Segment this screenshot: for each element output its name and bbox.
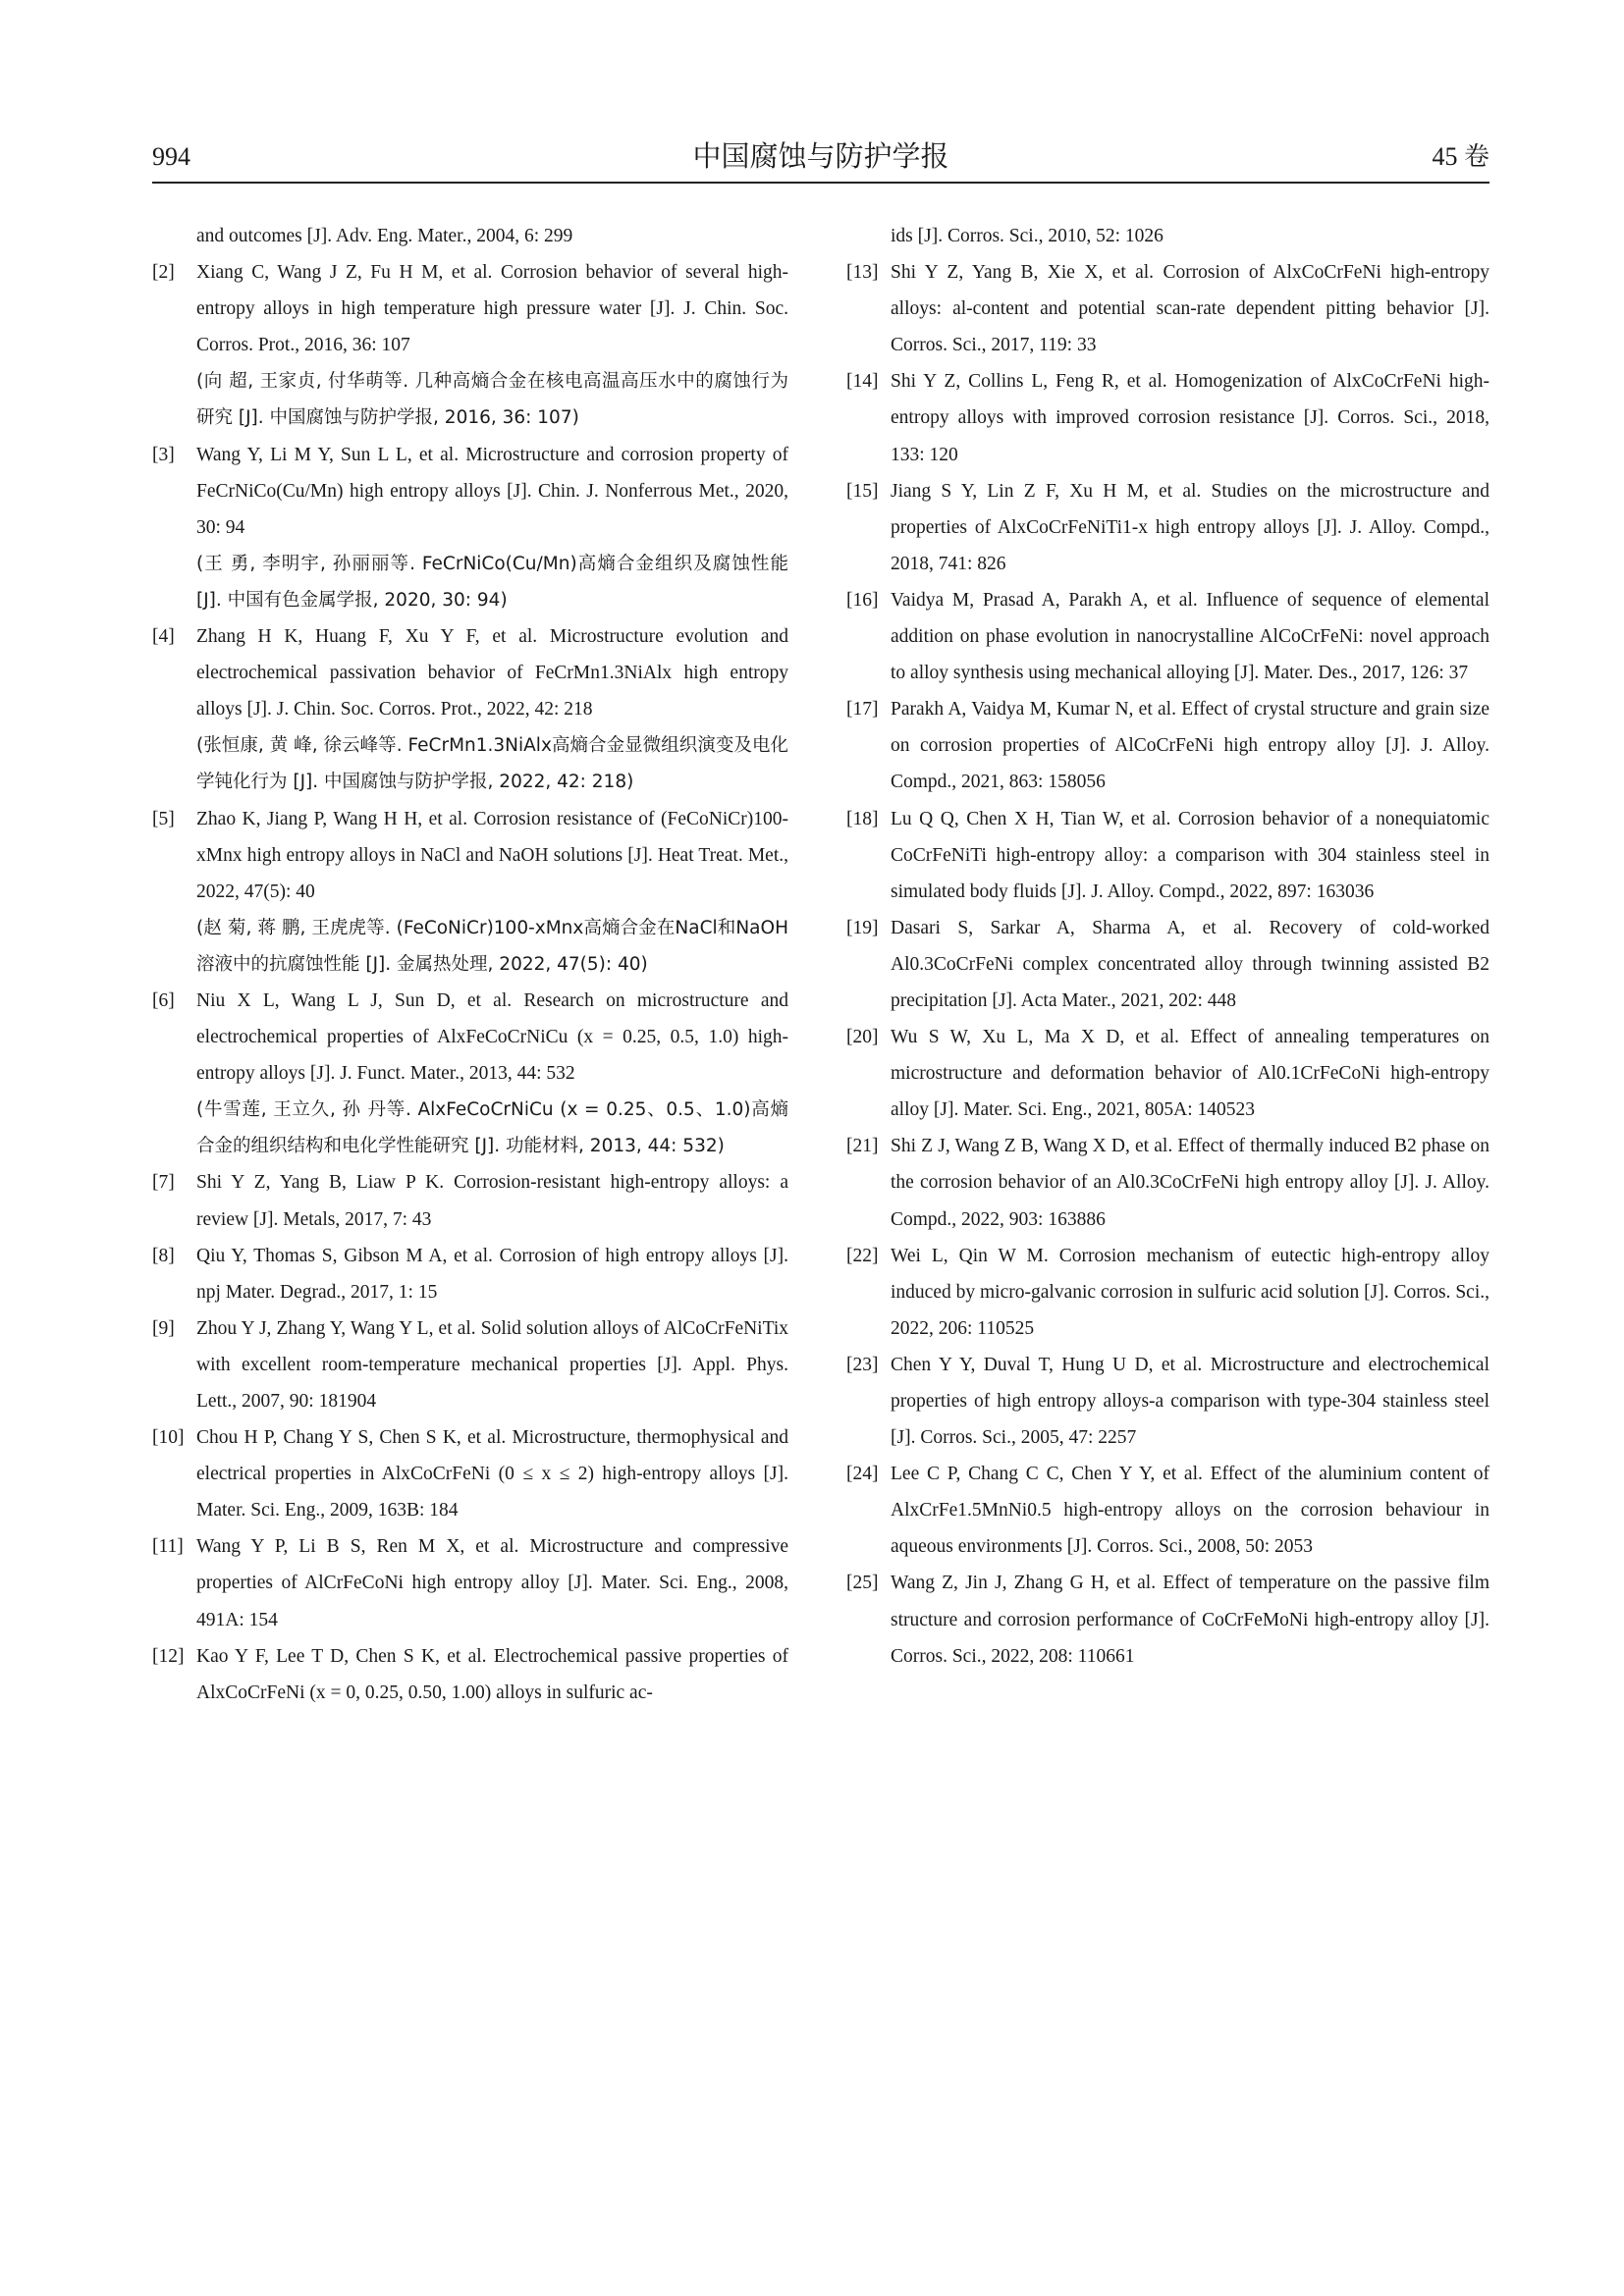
reference-number: [11] [152,1536,184,1558]
reference-text: Xiang C, Wang J Z, Fu H M, et al. Corrosion behavior of several high-entropy alloys in high temperature high pressure water [J]. J. Chin. Soc. Corros. Prot., 2016, 36: 107 [196,262,788,356]
reference-text: Wu S W, Xu L, Ma X D, et al. Effect of annealing temperatures on microstructure and deformation behavior of Al0.1CrFeCoNi high-entropy alloy [J]. Mater. Sci. Eng., 2021, 805A: 140523 [891,1027,1489,1121]
reference-entry [846,801,1489,910]
reference-entry [152,1419,788,1528]
reference-text: Shi Z J, Wang Z B, Wang X D, et al. Effect of thermally induced B2 phase on the corrosion behavior of an Al0.3CoCrFeNi high entropy alloy [J]. J. Alloy. Compd., 2022, 903: 163886 [891,1136,1489,1230]
reference-text: and outcomes [J]. Adv. Eng. Mater., 2004, 6: 299 [196,226,573,246]
reference-text: Qiu Y, Thomas S, Gibson M A, et al. Corrosion of high entropy alloys [J]. npj Mater. Degrad., 2017, 1: 15 [196,1245,788,1303]
reference-entry [846,1128,1489,1237]
reference-entry [846,691,1489,800]
reference-chinese-text: (王 勇, 李明宇, 孙丽丽等. FeCrNiCo(Cu/Mn)高熵合金组织及腐蚀性能 [J]. 中国有色金属学报, 2020, 30: 94) [196,553,788,611]
reference-number: [22] [846,1245,879,1266]
reference-chinese-text: (牛雪莲, 王立久, 孙 丹等. AlxFeCoCrNiCu (x = 0.25、0.5、1.0)高熵合金的组织结构和电化学性能研究 [J]. 功能材料, 2013, 44: 532) [196,1099,788,1157]
reference-text: Parakh A, Vaidya M, Kumar N, et al. Effect of crystal structure and grain size on corrosion properties of AlCoCrFeNi high entropy alloy [J]. J. Alloy. Compd., 2021, 863: 158056 [891,699,1489,793]
reference-entry [152,218,788,254]
reference-entry [152,1528,788,1637]
reference-chinese-text: (张恒康, 黄 峰, 徐云峰等. FeCrMn1.3NiAlx高熵合金显微组织演变及电化学钝化行为 [J]. 中国腐蚀与防护学报, 2022, 42: 218) [196,735,788,793]
reference-entry [152,1164,788,1237]
reference-number: [4] [152,626,175,648]
reference-number: [23] [846,1354,879,1375]
journal-title: 中国腐蚀与防护学报 [692,141,949,173]
reference-entry [846,363,1489,472]
reference-number: [7] [152,1172,175,1194]
reference-column-right [846,218,1489,1675]
reference-text: Lu Q Q, Chen X H, Tian W, et al. Corrosion behavior of a nonequiatomic CoCrFeNiTi high-entropy alloy: a comparison with 304 stainless steel in simulated body fluids [J]. J. Alloy. Compd., 2022, 897: 163036 [891,808,1489,902]
reference-entry [846,1456,1489,1565]
volume-label: 45 卷 [1432,142,1489,171]
reference-entry [152,1638,788,1711]
reference-number: [18] [846,808,879,829]
reference-text: Kao Y F, Lee T D, Chen S K, et al. Electrochemical passive properties of AlxCoCrFeNi (x = 0, 0.25, 0.50, 1.00) alloys in sulfuric ac- [196,1645,788,1703]
reference-entry [846,254,1489,363]
reference-number: [13] [846,262,879,284]
reference-text: Wang Y, Li M Y, Sun L L, et al. Microstructure and corrosion property of FeCrNiCo(Cu/Mn) high entropy alloys [J]. Chin. J. Nonferrous Met., 2020, 30: 94 [196,444,788,538]
reference-number: [20] [846,1027,879,1048]
reference-entry [846,1565,1489,1674]
reference-entry [152,983,788,1164]
reference-entry [846,910,1489,1019]
reference-entry [152,437,788,618]
reference-entry [152,1238,788,1310]
page-number: 994 [152,142,190,171]
reference-number: [12] [152,1645,185,1667]
reference-text: Jiang S Y, Lin Z F, Xu H M, et al. Studies on the microstructure and properties of AlxCoCrFeNiTi1-x high entropy alloys [J]. J. Alloy. Compd., 2018, 741: 826 [891,480,1489,574]
reference-number: [10] [152,1427,185,1449]
reference-entry [152,801,788,983]
reference-text: Shi Y Z, Yang B, Liaw P K. Corrosion-resistant high-entropy alloys: a review [J]. Metals, 2017, 7: 43 [196,1172,788,1230]
reference-number: [24] [846,1464,879,1485]
reference-entry [846,582,1489,691]
reference-column-left [152,218,788,1711]
reference-chinese-text: (赵 菊, 蒋 鹏, 王虎虎等. (FeCoNiCr)100-xMnx高熵合金在NaCl和NaOH溶液中的抗腐蚀性能 [J]. 金属热处理, 2022, 47(5): 40) [196,917,788,975]
reference-text: Zhang H K, Huang F, Xu Y F, et al. Microstructure evolution and electrochemical passivation behavior of FeCrMn1.3NiAlx high entropy alloys [J]. J. Chin. Soc. Corros. Prot., 2022, 42: 218 [196,626,788,721]
reference-number: [3] [152,444,175,465]
reference-text: Vaidya M, Prasad A, Parakh A, et al. Influence of sequence of elemental addition on phase evolution in nanocrystalline AlCoCrFeNi: novel approach to alloy synthesis using mechanical alloying [J]. Mater. Des., 2017, 126: 37 [891,589,1489,684]
reference-entry [846,473,1489,582]
reference-text: Chen Y Y, Duval T, Hung U D, et al. Microstructure and electrochemical properties of high entropy alloys-a comparison with type-304 stainless steel [J]. Corros. Sci., 2005, 47: 2257 [891,1354,1489,1449]
reference-chinese-text: (向 超, 王家贞, 付华萌等. 几种高熵合金在核电高温高压水中的腐蚀行为研究 [J]. 中国腐蚀与防护学报, 2016, 36: 107) [196,371,788,429]
reference-number: [17] [846,699,879,721]
reference-number: [14] [846,371,879,393]
reference-text: Lee C P, Chang C C, Chen Y Y, et al. Effect of the aluminium content of AlxCrFe1.5MnNi0.5 high-entropy alloys on the corrosion behaviour in aqueous environments [J]. Corros. Sci., 2008, 50: 2053 [891,1464,1489,1558]
reference-entry [152,618,788,800]
reference-entry [846,1238,1489,1347]
reference-text: Dasari S, Sarkar A, Sharma A, et al. Recovery of cold-worked Al0.3CoCrFeNi complex concentrated alloy through twinning assisted B2 precipitation [J]. Acta Mater., 2021, 202: 448 [891,917,1489,1011]
reference-number: [8] [152,1245,175,1266]
reference-number: [21] [846,1136,879,1157]
reference-number: [15] [846,480,879,502]
reference-text: Wei L, Qin W M. Corrosion mechanism of eutectic high-entropy alloy induced by micro-galvanic corrosion in sulfuric acid solution [J]. Corros. Sci., 2022, 206: 110525 [891,1245,1489,1339]
reference-number: [2] [152,262,175,284]
reference-number: [5] [152,808,175,829]
reference-entry [846,1019,1489,1128]
reference-text: ids [J]. Corros. Sci., 2010, 52: 1026 [891,226,1164,246]
reference-entry [846,1347,1489,1456]
reference-text: Wang Z, Jin J, Zhang G H, et al. Effect of temperature on the passive film structure and corrosion performance of CoCrFeMoNi high-entropy alloy [J]. Corros. Sci., 2022, 208: 110661 [891,1573,1489,1667]
reference-number: [19] [846,917,879,938]
reference-text: Wang Y P, Li B S, Ren M X, et al. Microstructure and compressive properties of AlCrFeCoNi high entropy alloy [J]. Mater. Sci. Eng., 2008, 491A: 154 [196,1536,788,1630]
reference-number: [9] [152,1317,175,1339]
reference-text: Chou H P, Chang Y S, Chen S K, et al. Microstructure, thermophysical and electrical properties in AlxCoCrFeNi (0 ≤ x ≤ 2) high-entropy alloys [J]. Mater. Sci. Eng., 2009, 163B: 184 [196,1427,788,1522]
reference-entry [152,254,788,436]
reference-number: [6] [152,989,175,1011]
reference-entry [152,1310,788,1419]
reference-text: Niu X L, Wang L J, Sun D, et al. Research on microstructure and electrochemical properties of AlxFeCoCrNiCu (x = 0.25, 0.5, 1.0) high-entropy alloys [J]. J. Funct. Mater., 2013, 44: 532 [196,989,788,1085]
reference-text: Shi Y Z, Yang B, Xie X, et al. Corrosion of AlxCoCrFeNi high-entropy alloys: al-content and potential scan-rate dependent pitting behavior [J]. Corros. Sci., 2017, 119: 33 [891,262,1489,356]
reference-text: Zhao K, Jiang P, Wang H H, et al. Corrosion resistance of (FeCoNiCr)100-xMnx high entropy alloys in NaCl and NaOH solutions [J]. Heat Treat. Met., 2022, 47(5): 40 [196,808,788,902]
reference-text: Shi Y Z, Collins L, Feng R, et al. Homogenization of AlxCoCrFeNi high-entropy alloys with improved corrosion resistance [J]. Corros. Sci., 2018, 133: 120 [891,371,1489,465]
page-header [152,138,1489,184]
reference-number: [25] [846,1573,879,1594]
reference-text: Zhou Y J, Zhang Y, Wang Y L, et al. Solid solution alloys of AlCoCrFeNiTix with excellent room-temperature mechanical properties [J]. Appl. Phys. Lett., 2007, 90: 181904 [196,1317,788,1412]
reference-number: [16] [846,589,879,611]
reference-entry [846,218,1489,254]
